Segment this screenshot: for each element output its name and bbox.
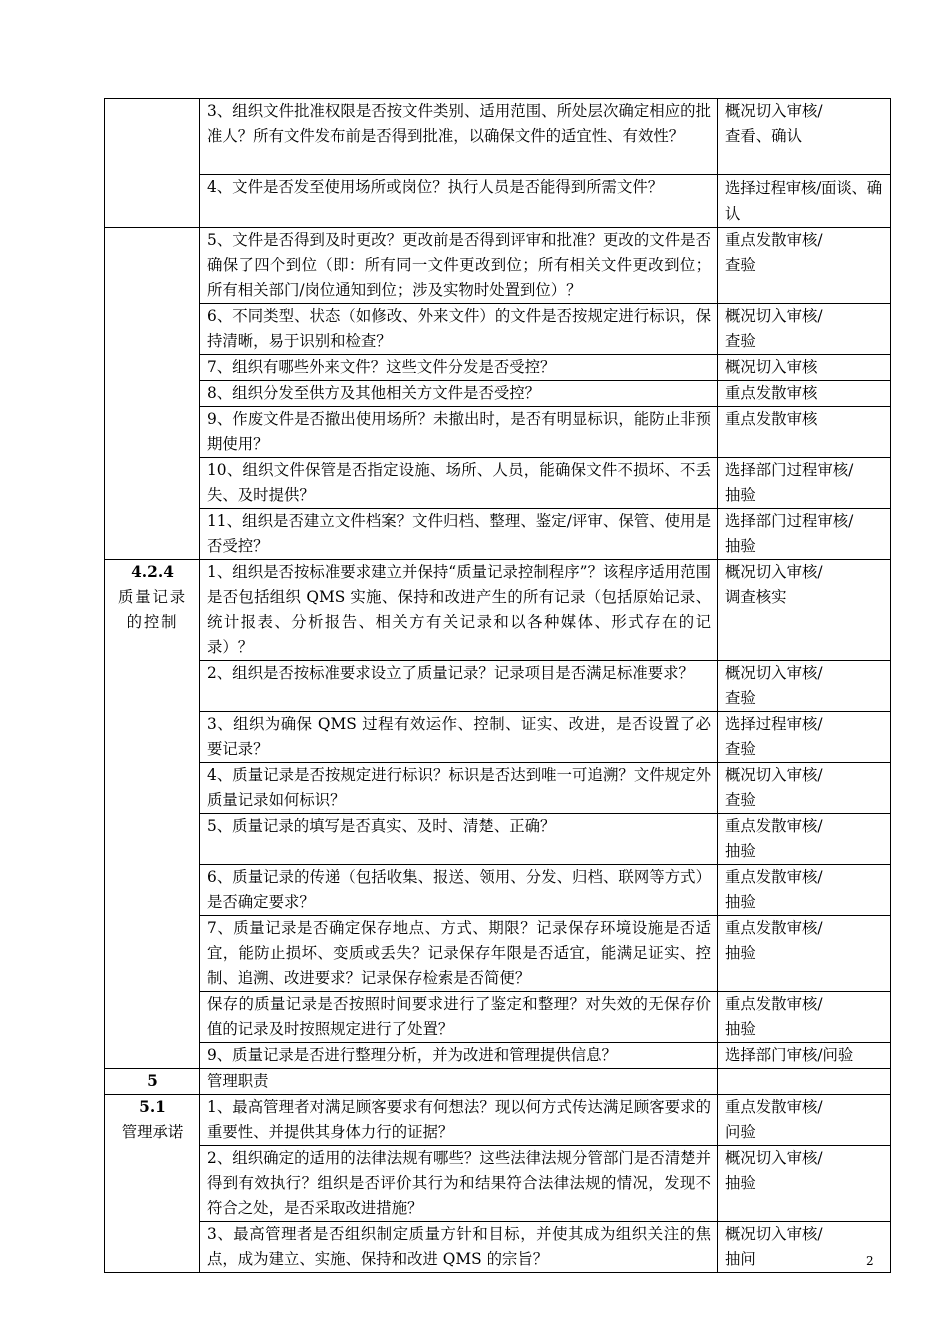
clause-name: 管理承诺 [121,1123,184,1141]
section-title: 管理职责 [200,1069,718,1095]
question-cell: 3、最高管理者是否组织制定质量方针和目标，并使其成为组织关注的焦点，成为建立、实施、保持和改进 QMS 的宗旨？ [200,1222,718,1273]
method-cell: 选择部门审核/问验 [718,1043,891,1069]
method-cell: 重点发散审核 [718,381,891,407]
question-cell: 9、作废文件是否撤出使用场所？未撤出时，是否有明显标识，能防止非预期使用？ [200,407,718,458]
question-cell: 3、组织为确保 QMS 过程有效运作、控制、证实、改进，是否设置了必要记录？ [200,712,718,763]
audit-checklist-table [104,98,891,1273]
question-cell: 10、组织文件保管是否指定设施、场所、人员，能确保文件不损坏、不丢失、及时提供？ [200,458,718,509]
table-row [105,175,891,228]
table-row [105,381,891,407]
table-row [105,992,891,1043]
method-cell: 重点发散审核/ 抽验 [718,992,891,1043]
section-empty-cell [718,1069,891,1095]
method-cell: 重点发散审核/ 查验 [718,228,891,304]
table-row [105,458,891,509]
clause-cell-5-1 [105,1095,200,1273]
method-cell: 概况切入审核/ 查验 [718,763,891,814]
table-row [105,304,891,355]
method-cell: 选择过程审核/面谈、确认 [718,175,891,228]
table-row [105,99,891,175]
table-row [105,1095,891,1146]
question-cell: 4、质量记录是否按规定进行标识？标识是否达到唯一可追溯？文件规定外质量记录如何标识？ [200,763,718,814]
method-cell: 概况切入审核/ 查看、确认 [718,99,891,175]
method-cell: 概况切入审核/ 查验 [718,661,891,712]
question-cell: 3、组织文件批准权限是否按文件类别、适用范围、所处层次确定相应的批准人？所有文件发布前是否得到批准，以确保文件的适宜性、有效性？ [200,99,718,175]
table-row [105,1146,891,1222]
question-cell: 9、质量记录是否进行整理分析，并为改进和管理提供信息？ [200,1043,718,1069]
question-cell: 5、文件是否得到及时更改？更改前是否得到评审和批准？更改的文件是否确保了四个到位（即：所有同一文件更改到位；所有相关文件更改到位；所有相关部门/岗位通知到位；涉及实物时处置到位）？ [200,228,718,304]
method-cell: 选择部门过程审核/ 抽验 [718,509,891,560]
question-cell: 6、质量记录的传递（包括收集、报送、领用、分发、归档、联网等方式）是否确定要求？ [200,865,718,916]
clause-number: 4.2.4 [131,563,174,581]
method-cell: 概况切入审核 [718,355,891,381]
table-row [105,1222,891,1273]
clause-number: 5.1 [139,1098,166,1116]
method-cell: 选择部门过程审核/ 抽验 [718,458,891,509]
method-cell: 概况切入审核/ 抽验 [718,1146,891,1222]
method-cell: 重点发散审核/ 问验 [718,1095,891,1146]
table-row [105,509,891,560]
question-cell: 2、组织确定的适用的法律法规有哪些？这些法律法规分管部门是否清楚并得到有效执行？组织是否评价其行为和结果符合法律法规的情况，发现不符合之处，是否采取改进措施？ [200,1146,718,1222]
question-cell: 6、不同类型、状态（如修改、外来文件）的文件是否按规定进行标识，保持清晰，易于识别和检查？ [200,304,718,355]
question-cell: 保存的质量记录是否按照时间要求进行了鉴定和整理？对失效的无保存价值的记录及时按照规定进行了处置？ [200,992,718,1043]
question-cell: 7、组织有哪些外来文件？这些文件分发是否受控？ [200,355,718,381]
question-cell: 7、质量记录是否确定保存地点、方式、期限？记录保存环境设施是否适宜，能防止损坏、变质或丢失？记录保存年限是否适宜，能满足证实、控制、追溯、改进要求？记录保存检索是否简便？ [200,916,718,992]
question-cell: 1、最高管理者对满足顾客要求有何想法？现以何方式传达满足顾客要求的重要性、并提供其身体力行的证据？ [200,1095,718,1146]
question-cell: 8、组织分发至供方及其他相关方文件是否受控？ [200,381,718,407]
section-row [105,1069,891,1095]
clause-name: 质量记录的控制 [118,588,187,631]
method-cell: 概况切入审核/ 抽问 [718,1222,891,1273]
clause-cell-4-2-4 [105,560,200,1069]
method-cell: 重点发散审核/ 抽验 [718,865,891,916]
method-cell: 重点发散审核 [718,407,891,458]
question-cell: 2、组织是否按标准要求设立了质量记录？记录项目是否满足标准要求？ [200,661,718,712]
table-row [105,1043,891,1069]
method-cell: 概况切入审核/ 查验 [718,304,891,355]
table-row [105,661,891,712]
table-row [105,916,891,992]
table-row [105,763,891,814]
question-cell: 11、组织是否建立文件档案？文件归档、整理、鉴定/评审、保管、使用是否受控？ [200,509,718,560]
method-cell: 重点发散审核/ 抽验 [718,814,891,865]
table-row [105,814,891,865]
method-cell: 概况切入审核/ 调查核实 [718,560,891,661]
clause-cell-empty [105,99,200,228]
table-row [105,407,891,458]
table-row [105,355,891,381]
table-row [105,560,891,661]
method-cell: 选择过程审核/ 查验 [718,712,891,763]
question-cell: 4、文件是否发至使用场所或岗位？执行人员是否能得到所需文件？ [200,175,718,228]
table-row [105,228,891,304]
question-cell: 5、质量记录的填写是否真实、及时、清楚、正确？ [200,814,718,865]
table-row [105,712,891,763]
method-cell: 重点发散审核/ 抽验 [718,916,891,992]
table-row [105,865,891,916]
page-number: 2 [866,1254,874,1268]
section-number: 5 [105,1069,200,1095]
clause-cell-empty [105,228,200,560]
question-cell: 1、组织是否按标准要求建立并保持“质量记录控制程序”？该程序适用范围是否包括组织 QMS 实施、保持和改进产生的所有记录（包括原始记录、统计报表、分析报告、相关方有关记录和以各种媒体、形式存在的记录）？ [200,560,718,661]
